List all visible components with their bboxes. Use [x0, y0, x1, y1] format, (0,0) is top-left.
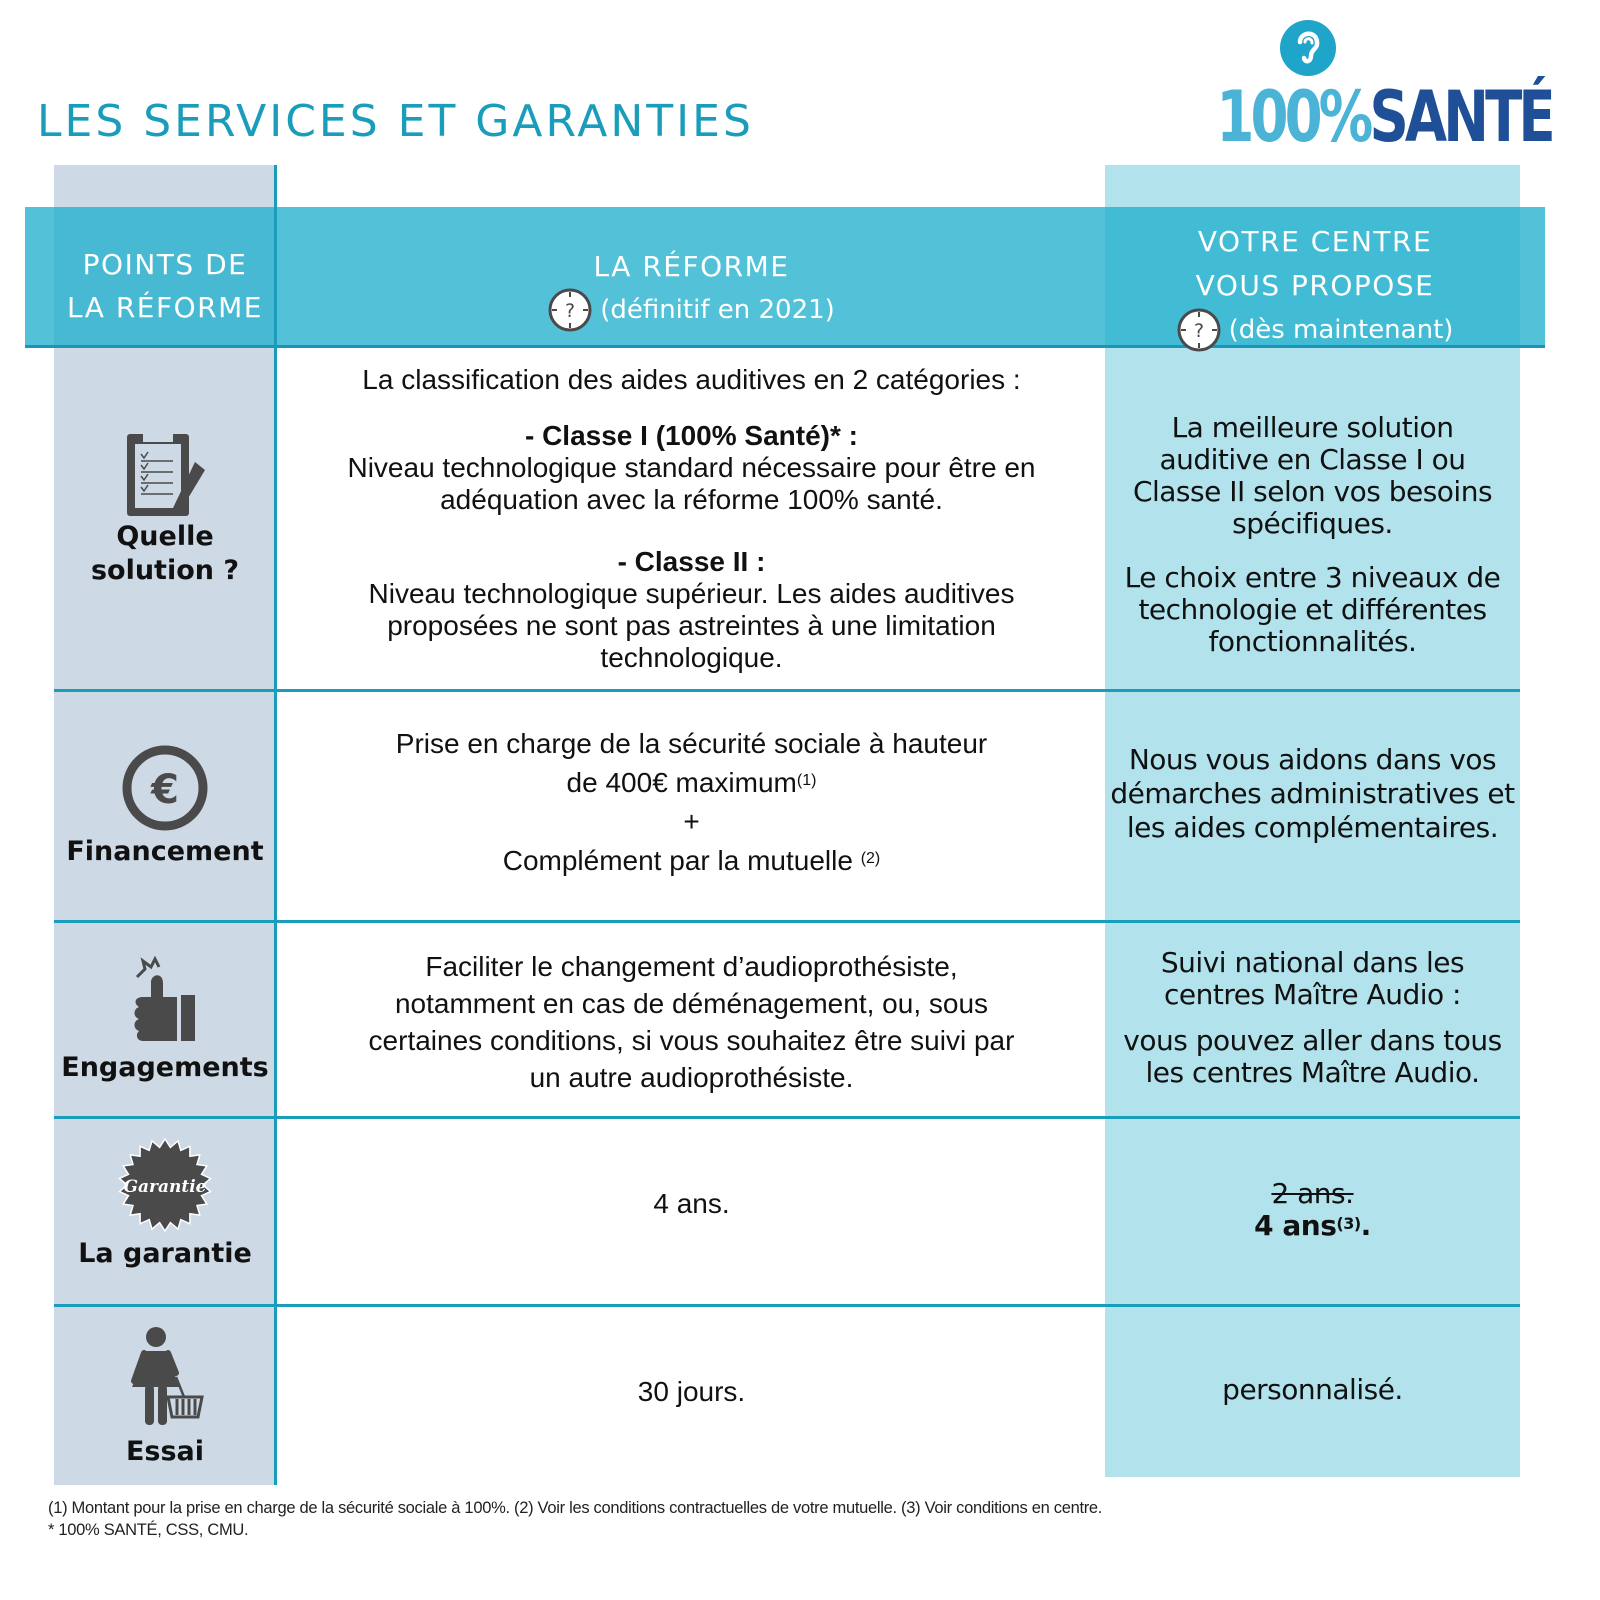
center-text: Le choix entre 3 niveaux de [1124, 561, 1501, 594]
page-title: LES SERVICES ET GARANTIES [37, 96, 754, 147]
reform-text: Faciliter le changement d’audioprothésiste, [425, 951, 958, 982]
center-text: spécifiques. [1232, 507, 1393, 540]
badge-text: Garantie [123, 1177, 207, 1197]
center-cell-financement [1105, 743, 1520, 845]
header-col2-subtitle: (définitif en 2021) [600, 294, 835, 325]
new-guarantee: 4 ans [1254, 1209, 1337, 1242]
center-text: vous pouvez aller dans tous [1123, 1024, 1502, 1057]
center-text: technologie et différentes [1138, 593, 1487, 626]
reform-cell-garantie [278, 1188, 1105, 1220]
footnote-line: * 100% SANTÉ, CSS, CMU. [48, 1521, 249, 1539]
header-col3-line1: VOTRE CENTRE [1197, 225, 1433, 258]
center-text: auditive en Classe I ou [1159, 443, 1466, 476]
row-label-line1: Engagements [61, 1052, 269, 1083]
center-text: Suivi national dans les [1160, 946, 1465, 979]
class1-text: adéquation avec la réforme 100% santé. [440, 484, 943, 515]
woman-shopping-basket-icon [120, 1325, 210, 1429]
svg-text:€: € [151, 767, 179, 813]
row-label-line1: Quelle [116, 521, 214, 552]
header-col3-sub [1177, 308, 1454, 352]
reform-cell-essai [278, 1376, 1105, 1408]
center-cell-solution [1105, 412, 1520, 658]
row-divider [54, 689, 1520, 692]
header-col3-subtitle: (dès maintenant) [1228, 315, 1454, 345]
class2-text: proposées ne sont pas astreintes à une limitation [387, 610, 996, 641]
row-divider [54, 1116, 1520, 1119]
svg-text:?: ? [565, 300, 576, 322]
reform-cell-financement [278, 724, 1105, 880]
row-label-garantie [54, 1137, 276, 1271]
header-col3-line2: VOUS PROPOSE [1195, 269, 1435, 302]
center-text: fonctionnalités. [1208, 625, 1417, 658]
center-text: Classe II selon vos besoins [1132, 475, 1493, 508]
logo-text-sante: SANTÉ [1369, 76, 1552, 158]
clipboard-checklist-icon [115, 430, 215, 520]
row-label-essai [54, 1325, 276, 1469]
header-col2-title: LA RÉFORME [593, 250, 790, 283]
thumbs-up-icon [115, 955, 215, 1047]
logo-text [1216, 76, 1552, 158]
footnote-ref: (3) [1336, 1214, 1361, 1233]
center-text: La meilleure solution [1171, 411, 1454, 444]
svg-text:?: ? [1193, 320, 1204, 342]
row-label-quelle-solution [54, 430, 276, 588]
reform-text: 4 ans. [653, 1188, 730, 1219]
punctuation: . [1360, 1209, 1371, 1242]
center-text: démarches administratives et [1110, 777, 1515, 810]
center-text: les centres Maître Audio. [1145, 1056, 1480, 1089]
header-col1-line1: POINTS DE [82, 248, 248, 281]
row-label-financement [54, 745, 276, 869]
logo-text-100: 100% [1216, 76, 1370, 158]
reform-text: 30 jours. [637, 1376, 746, 1407]
old-guarantee: 2 ans. [1271, 1177, 1354, 1210]
header-la-reforme [278, 245, 1105, 344]
center-text: les aides complémentaires. [1126, 811, 1499, 844]
reform-text: certaines conditions, si vous souhaitez être suivi par [368, 1025, 1015, 1056]
class1-title: - Classe I (100% Santé)* : [524, 420, 859, 451]
reform-intro: La classification des aides auditives en 2 catégories : [362, 364, 1021, 395]
row-divider [54, 920, 1520, 923]
reform-text: de 400€ maximum [566, 767, 797, 798]
reform-text: notamment en cas de déménagement, ou, sous [394, 988, 989, 1019]
class1-text: Niveau technologique standard nécessaire pour être en [347, 452, 1036, 483]
row-label-line1: La garantie [78, 1238, 252, 1269]
reform-text: Prise en charge de la sécurité sociale à hauteur [395, 728, 988, 759]
center-cell-engagements [1105, 947, 1520, 1089]
logo-100-sante [1190, 18, 1552, 158]
class2-text: technologique. [600, 642, 783, 673]
class2-text: Niveau technologique supérieur. Les aides auditives [368, 578, 1015, 609]
footnotes [48, 1497, 1102, 1541]
reform-cell-engagements [278, 948, 1105, 1096]
reform-text: Complément par la mutuelle [502, 845, 853, 876]
row-label-engagements [54, 955, 276, 1085]
ear-icon [1278, 18, 1338, 78]
footnote-line: (1) Montant pour la prise en charge de la sécurité sociale à 100%. (2) Voir les conditions contractuelles de votre mutuelle. (3) Voir conditions en centre. [48, 1499, 1103, 1517]
center-text: Nous vous aidons dans vos [1128, 743, 1497, 776]
clock-question-icon [548, 288, 592, 332]
row-label-line2: solution ? [90, 555, 240, 586]
center-cell-garantie [1105, 1178, 1520, 1242]
header-col2-sub [548, 288, 835, 332]
reform-cell-solution [278, 364, 1105, 674]
euro-coin-icon [120, 745, 210, 831]
center-text: centres Maître Audio : [1164, 978, 1461, 1011]
header-col1-line2: LA RÉFORME [67, 291, 263, 324]
row-label-line1: Essai [125, 1436, 205, 1467]
header-points-de-la-reforme [54, 243, 276, 329]
center-text: personnalisé. [1222, 1373, 1403, 1406]
center-cell-essai [1105, 1374, 1520, 1406]
reform-text: un autre audioprothésiste. [529, 1062, 854, 1093]
clock-question-icon [1177, 308, 1221, 352]
row-divider [54, 1304, 1520, 1307]
guarantee-badge-icon [110, 1137, 220, 1233]
row-label-line1: Financement [66, 836, 264, 867]
footnote-ref: (1) [796, 772, 817, 789]
plus-sign: + [683, 806, 700, 837]
footnote-ref: (2) [860, 850, 881, 867]
class2-title: - Classe II : [617, 546, 766, 577]
header-votre-centre [1105, 220, 1525, 365]
